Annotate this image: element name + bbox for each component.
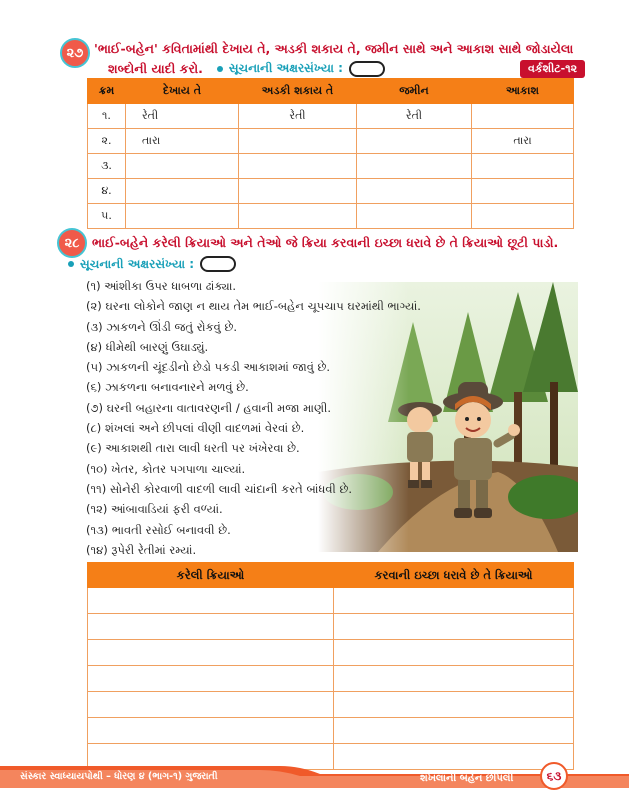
worksheet-badge: વર્કશીટ-૧૨ [520, 60, 585, 78]
actions-table-header [88, 563, 574, 588]
table-row [88, 154, 574, 179]
question-27-line2: શબ્દોની યાદી કરો. [108, 61, 203, 76]
table-cell[interactable] [334, 614, 574, 640]
table-cell[interactable] [472, 204, 574, 229]
table-row [88, 204, 574, 229]
bullet-icon [68, 261, 74, 267]
table-cell: ૨. [88, 129, 126, 154]
list-item: (૧૧) સોનેરી કોરવાળી વાદળી લાવી ચાંદાની કરતે બાંધવી છે. [86, 481, 353, 496]
table-cell[interactable] [357, 179, 472, 204]
table-cell[interactable]: રેતી [239, 104, 357, 129]
table-cell[interactable]: તારા [126, 129, 239, 154]
table-cell[interactable] [334, 692, 574, 718]
table-cell[interactable] [334, 588, 574, 614]
list-item: (૨) ઘરના લોકોને જાણ ન થાય તેમ ભાઈ-બહેન ચૂપચાપ ઘરમાંથી ભાગ્યાં. [86, 299, 421, 314]
table-row [88, 692, 574, 718]
table-row [88, 666, 574, 692]
table-row [88, 129, 574, 154]
table-cell[interactable] [357, 129, 472, 154]
question-28-text: ભાઈ-બહેને કરેલી ક્રિયાઓ અને તેઓ જે ક્રિયા કરવાની ઇચ્છા ધરાવે છે તે ક્રિયાઓ છૂટી પાડો. [92, 235, 559, 250]
table-cell[interactable] [239, 154, 357, 179]
table-cell[interactable] [357, 204, 472, 229]
page-footer [0, 762, 629, 792]
list-item: (૫) ઝાકળની ચૂંદડીનો છેડો પકડી આકાશમાં જાવું છે. [86, 360, 331, 375]
words-table [87, 78, 574, 229]
question-27-badge [60, 38, 90, 68]
table-cell[interactable] [88, 666, 334, 692]
header-wished-actions: કરવાની ઇચ્છા ધરાવે છે તે ક્રિયાઓ [334, 563, 574, 588]
table-cell[interactable] [472, 154, 574, 179]
table-row [88, 640, 574, 666]
list-item: (૯) આકાશથી તારા લાવી ધરતી પર ખંખેરવા છે. [86, 441, 300, 456]
table-row [88, 588, 574, 614]
question-28-hint [68, 256, 236, 272]
table-cell[interactable] [88, 614, 334, 640]
header-touchable: અડકી શકાય તે [239, 79, 357, 104]
question-27-hint [217, 61, 385, 77]
list-item: (૧૪) રૂપેરી રેતીમાં રમ્યાં. [86, 542, 197, 557]
list-item: (૮) શંખલાં અને છીપલાં વીણી વાદળમાં વેરવાં છે. [86, 421, 305, 436]
table-cell[interactable]: તારા [472, 129, 574, 154]
table-cell: ૧. [88, 104, 126, 129]
table-cell[interactable] [334, 666, 574, 692]
table-cell[interactable] [88, 718, 334, 744]
table-cell[interactable] [88, 640, 334, 666]
actions-table [87, 562, 574, 770]
list-item: (૩) ઝાકળને ઊંડી જતું રોકવું છે. [86, 319, 237, 334]
table-cell[interactable] [126, 154, 239, 179]
page-number-badge [540, 762, 568, 790]
list-item: (૧) આંશીકા ઉપર ધાબળા ઢાંક્યા. [86, 279, 237, 293]
actions-list [86, 276, 486, 560]
header-done-actions: કરેલી ક્રિયાઓ [88, 563, 334, 588]
question-27-text [94, 40, 614, 57]
table-cell: ૩. [88, 154, 126, 179]
table-cell[interactable]: રેતી [357, 104, 472, 129]
bottom-margin [0, 791, 629, 809]
table-row [88, 614, 574, 640]
table-cell: ૫. [88, 204, 126, 229]
table-cell[interactable] [239, 179, 357, 204]
question-28-badge [57, 228, 87, 258]
table-cell[interactable]: રેતી [126, 104, 239, 129]
letter-count-box[interactable] [349, 61, 385, 77]
table-cell[interactable] [357, 154, 472, 179]
table-cell[interactable] [472, 104, 574, 129]
question-28-number: ૨૮ [64, 235, 80, 251]
table-cell[interactable] [472, 179, 574, 204]
page-number: ૬૩ [546, 768, 562, 783]
header-ground: જમીન [357, 79, 472, 104]
question-28-hint-label: સૂચનાની અક્ષરસંખ્યા : [80, 256, 195, 271]
question-27-line2-row [108, 60, 385, 77]
question-27-line1: 'ભાઈ-બહેન' કવિતામાંથી દેખાય તે, અડકી શકાય તે, જમીન સાથે અને આકાશ સાથે જોડાયેલા [94, 41, 574, 56]
table-cell[interactable] [239, 204, 357, 229]
table-row [88, 104, 574, 129]
words-table-header [88, 79, 574, 104]
table-cell[interactable] [88, 692, 334, 718]
table-cell[interactable] [126, 179, 239, 204]
table-cell[interactable] [334, 640, 574, 666]
table-cell[interactable] [126, 204, 239, 229]
table-row [88, 179, 574, 204]
list-item: (૧૩) ભાવતી રસોઈ બનાવવી છે. [86, 522, 231, 537]
list-item: (૧૨) આંબાવાડિયાં ફરી વળ્યાં. [86, 502, 223, 517]
table-cell[interactable] [334, 718, 574, 744]
table-cell: ૪. [88, 179, 126, 204]
footer-left-text: સંસ્કાર સ્વાધ્યાયપોથી – ધોરણ ૪ (ભાગ-૧) ગુજરાતી [20, 771, 218, 782]
list-item: (૪) ધીમેથી બારણું ઉઘાડ્યું. [86, 339, 209, 354]
header-sky: આકાશ [472, 79, 574, 104]
header-serial: ક્રમ [88, 79, 126, 104]
list-item: (૭) ઘરની બહારના વાતાવરણની / હવાની મજા માણી. [86, 400, 331, 415]
table-cell[interactable] [88, 588, 334, 614]
footer-right-text: શંખલાની બહેન છીપલી [420, 773, 514, 784]
question-27-number: ૨૭ [66, 45, 84, 61]
letter-count-box[interactable] [200, 256, 236, 272]
header-visible: દેખાય તે [126, 79, 239, 104]
list-item: (૧૦) ખેતર, કોતર પગપાળા ચાલ્યાં. [86, 461, 246, 476]
bullet-icon [217, 66, 223, 72]
table-row [88, 718, 574, 744]
table-cell[interactable] [239, 129, 357, 154]
list-item: (૬) ઝાકળના બનાવનારને મળવું છે. [86, 380, 249, 395]
question-27-hint-label: સૂચનાની અક્ષરસંખ્યા : [228, 61, 343, 75]
